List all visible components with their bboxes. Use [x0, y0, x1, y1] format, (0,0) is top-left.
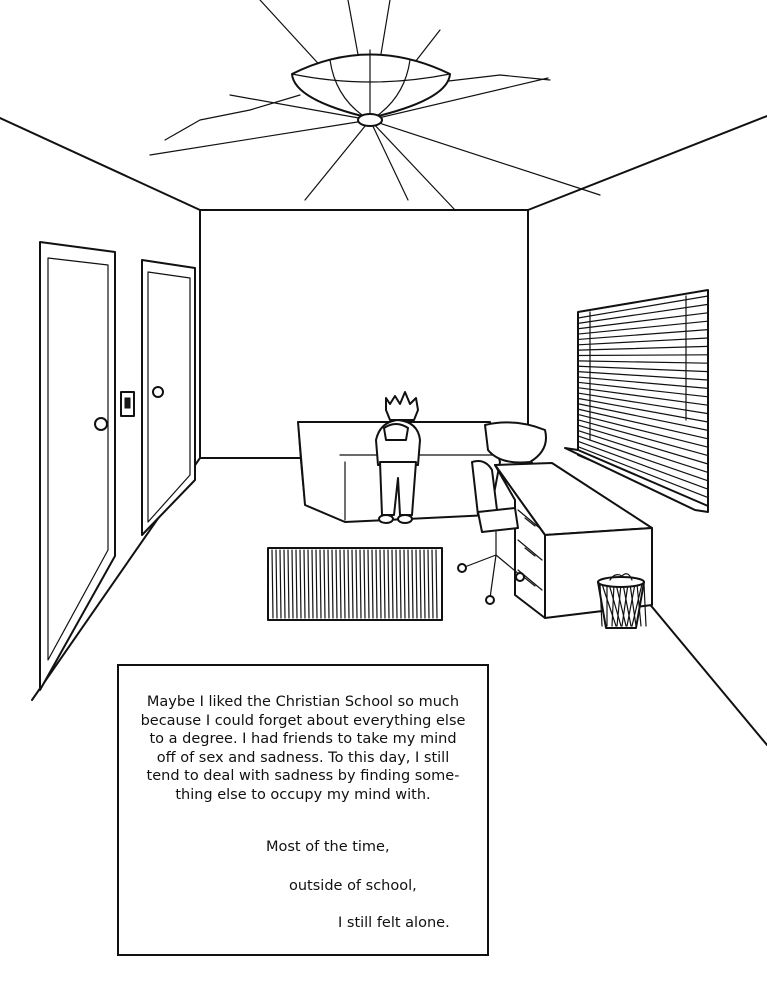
caption-line: tend to deal with sadness by finding some- — [146, 768, 460, 784]
caption-line: thing else to occupy my mind with. — [175, 786, 431, 803]
window-blinds — [565, 290, 708, 512]
closing-line-2: outside of school, — [289, 878, 417, 894]
caption-line: to a degree. I had friends to take my mind — [149, 731, 457, 747]
closing-line-3: I still felt alone. — [338, 915, 450, 931]
door-right — [142, 260, 195, 535]
light-switch-icon — [121, 392, 134, 416]
caption-line: because I could forget about everything else — [140, 712, 466, 729]
closing-line-1: Most of the time, — [266, 839, 390, 855]
caption-box — [117, 664, 489, 956]
caption-line: Maybe I liked the Christian School so much — [146, 694, 460, 710]
caption-paragraph — [127, 693, 479, 804]
ceiling-light-icon — [150, 0, 600, 210]
door-left — [40, 242, 115, 690]
wastebasket-icon — [598, 574, 646, 628]
caption-line: off of sex and sadness. To this day, I still — [156, 749, 450, 766]
rug — [268, 548, 442, 620]
